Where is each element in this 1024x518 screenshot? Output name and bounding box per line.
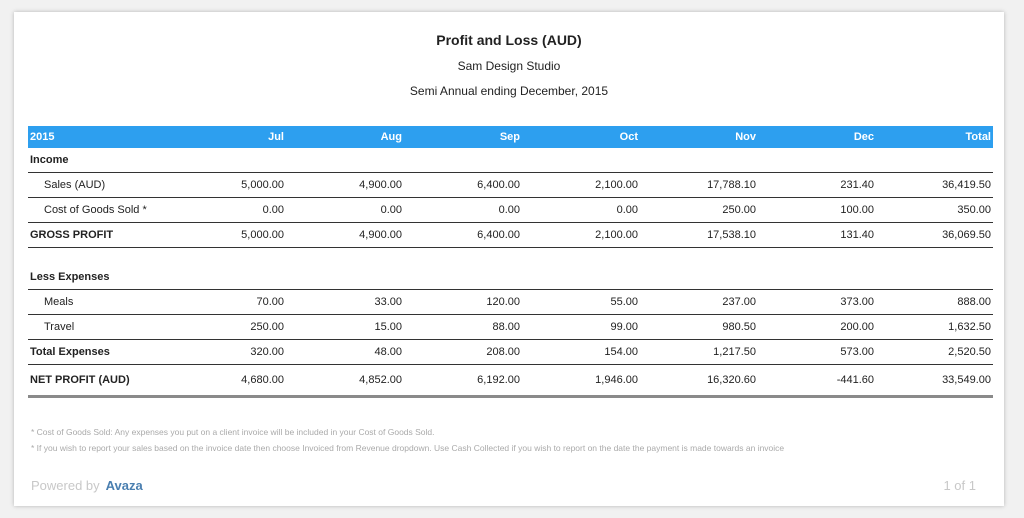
cell-value: 980.50	[640, 315, 758, 340]
cell-value: 573.00	[758, 340, 876, 365]
cell-value: 4,900.00	[286, 173, 404, 198]
cell-value: 0.00	[286, 198, 404, 223]
cell-value: 1,217.50	[640, 340, 758, 365]
table-header-row	[28, 126, 993, 148]
row-label: Cost of Goods Sold *	[28, 198, 168, 223]
cell-value: 320.00	[168, 340, 286, 365]
profit-loss-table	[28, 126, 993, 398]
cell-value: 99.00	[522, 315, 640, 340]
cell-value: 200.00	[758, 315, 876, 340]
cell-value: 88.00	[404, 315, 522, 340]
cell-value: 131.40	[758, 223, 876, 248]
expenses-heading: Less Expenses	[28, 265, 993, 290]
row-label: Sales (AUD)	[28, 173, 168, 198]
column-header: Nov	[640, 126, 758, 148]
income-heading: Income	[28, 148, 993, 173]
spacer-cell	[28, 248, 993, 266]
cell-value: 17,788.10	[640, 173, 758, 198]
table-row	[28, 173, 993, 198]
report-sheet	[14, 12, 1004, 506]
cell-value: 350.00	[876, 198, 993, 223]
cell-value: 70.00	[168, 290, 286, 315]
cell-value: 6,400.00	[404, 223, 522, 248]
row-label: Meals	[28, 290, 168, 315]
cell-value: 2,100.00	[522, 173, 640, 198]
powered-by-label: Powered by	[31, 478, 100, 493]
cell-value: 36,069.50	[876, 223, 993, 248]
table-row	[28, 315, 993, 340]
cell-value: 250.00	[168, 315, 286, 340]
total-expenses-row	[28, 340, 993, 365]
cell-value: 0.00	[522, 198, 640, 223]
table-row	[28, 198, 993, 223]
cell-value: 0.00	[168, 198, 286, 223]
cell-value: 100.00	[758, 198, 876, 223]
cell-value: 2,100.00	[522, 223, 640, 248]
row-label: Travel	[28, 315, 168, 340]
cell-value: 6,400.00	[404, 173, 522, 198]
cell-value: 888.00	[876, 290, 993, 315]
column-header: Sep	[404, 126, 522, 148]
year-header: 2015	[28, 126, 168, 148]
cell-value: 120.00	[404, 290, 522, 315]
cell-value: 237.00	[640, 290, 758, 315]
column-header: Aug	[286, 126, 404, 148]
cell-value: 48.00	[286, 340, 404, 365]
footnote: * Cost of Goods Sold: Any expenses you put on a client invoice will be included in your Cost of Goods Sold.	[31, 427, 435, 437]
cell-value: 16,320.60	[640, 365, 758, 397]
company-name: Sam Design Studio	[457, 59, 561, 73]
cell-value: 4,680.00	[168, 365, 286, 397]
cell-value: 15.00	[286, 315, 404, 340]
column-header: Jul	[168, 126, 286, 148]
cell-value: 2,520.50	[876, 340, 993, 365]
cell-value: 1,632.50	[876, 315, 993, 340]
page-indicator: 1 of 1	[943, 478, 976, 493]
row-label: GROSS PROFIT	[28, 223, 168, 248]
cell-value: 55.00	[522, 290, 640, 315]
cell-value: 250.00	[640, 198, 758, 223]
cell-value: 4,852.00	[286, 365, 404, 397]
cell-value: 0.00	[404, 198, 522, 223]
cell-value: 5,000.00	[168, 223, 286, 248]
cell-value: 17,538.10	[640, 223, 758, 248]
cell-value: 208.00	[404, 340, 522, 365]
expenses-heading-row	[28, 265, 993, 290]
cell-value: 36,419.50	[876, 173, 993, 198]
cell-value: 1,946.00	[522, 365, 640, 397]
cell-value: 154.00	[522, 340, 640, 365]
gross-profit-row	[28, 223, 993, 248]
powered-by	[31, 478, 143, 493]
report-title: Profit and Loss (AUD)	[436, 32, 582, 48]
cell-value: 231.40	[758, 173, 876, 198]
cell-value: 5,000.00	[168, 173, 286, 198]
report-period: Semi Annual ending December, 2015	[409, 84, 609, 98]
column-header: Dec	[758, 126, 876, 148]
income-heading-row	[28, 148, 993, 173]
cell-value: 33,549.00	[876, 365, 993, 397]
footnote: * If you wish to report your sales based on the invoice date then choose Invoiced from Revenue dropdown. Use Cash Collected if you wish to report on the date the payment is made towards an invoice	[31, 443, 785, 453]
row-label: NET PROFIT (AUD)	[28, 365, 168, 397]
footnotes	[31, 424, 993, 456]
brand-link[interactable]: Avaza	[105, 478, 143, 493]
cell-value: 6,192.00	[404, 365, 522, 397]
row-label: Total Expenses	[28, 340, 168, 365]
cell-value: 373.00	[758, 290, 876, 315]
net-profit-row	[28, 365, 993, 397]
cell-value: 33.00	[286, 290, 404, 315]
spacer-row	[28, 248, 993, 266]
table-row	[28, 290, 993, 315]
column-header: Total	[876, 126, 993, 148]
column-header: Oct	[522, 126, 640, 148]
cell-value: -441.60	[758, 365, 876, 397]
cell-value: 4,900.00	[286, 223, 404, 248]
